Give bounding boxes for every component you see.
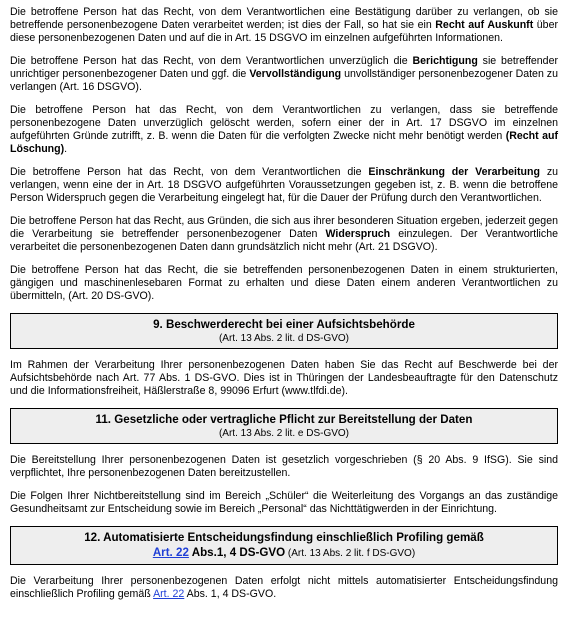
paragraph-data-portability bbox=[10, 264, 558, 303]
text: Die Folgen Ihrer Nichtbereitstellung sind im Bereich „Schüler“ die Weiterleitung des Vorgangs an das zuständige Gesundheitsamt zur Entscheidung sowie im Bereich „Personal“ das Nichttätigwerden in der Einrichtung. bbox=[10, 490, 558, 515]
text: Im Rahmen der Verarbeitung Ihrer personenbezogenen Daten haben Sie das Recht auf Beschwerde bei der Aufsichtsbehörde nach Art. 77 Abs. 1 DS-GVO. Dies ist in Thüringen der Landesbeauftragte für den Datenschutz und die Informationsfreiheit, Häßlerstraße 8, 99096 Erfurt (www.tlfdi.de). bbox=[10, 359, 558, 397]
art-22-link[interactable]: Art. 22 bbox=[152, 546, 189, 559]
section-9-heading-box bbox=[10, 313, 558, 349]
text: Die betroffene Person hat das Recht, von dem Verantwortlichen unverzüglich die bbox=[10, 55, 413, 67]
paragraph-consequences bbox=[10, 490, 558, 516]
section-11-title: 11. Gesetzliche oder vertragliche Pflicht zur Bereitstellung der Daten bbox=[95, 413, 473, 426]
section-12-subtitle: (Art. 13 Abs. 2 lit. f DS-GVO) bbox=[285, 548, 416, 559]
paragraph-right-of-access bbox=[10, 6, 558, 45]
text: Die betroffene Person hat das Recht, von dem Verantwortlichen zu verlangen, dass sie betreffende personenbezogene Daten unverzüglich gelöscht werden, sofern einer der in Art. 17 DSGVO im einzelnen aufgeführten Gründe zutrifft, z. B. wenn die Daten für die verfolgten Zwecke nicht mehr benötigt werden bbox=[10, 104, 558, 142]
paragraph-legal-obligation bbox=[10, 454, 558, 480]
paragraph-automated-decision bbox=[10, 575, 558, 601]
text: Die Bereitstellung Ihrer personenbezogenen Daten ist gesetzlich vorgeschrieben (§ 20 Abs. 9 IfSG). Sie sind verpflichtet, Ihre personenbezogenen Daten bereitzustellen. bbox=[10, 454, 558, 479]
paragraph-right-of-rectification bbox=[10, 55, 558, 94]
section-9-subtitle: (Art. 13 Abs. 2 lit. d DS-GVO) bbox=[218, 333, 350, 344]
text: Die betroffene Person hat das Recht, von dem Verantwortlichen die bbox=[10, 166, 369, 178]
bold-term: Recht auf Auskunft bbox=[435, 19, 534, 31]
text: zu verlangen, wenn eine der in Art. 18 DSGVO aufgeführten Voraussetzungen gegeben ist, z. B. wenn die betroffene Person Widerspruch gegen die Verarbeitung eingelegt hat, für die Dauer der Prüfung durch den Verantwortlichen. bbox=[10, 166, 559, 204]
bold-term: Berichtigung bbox=[412, 55, 478, 67]
paragraph-supervisory-authority bbox=[10, 359, 558, 398]
section-12-title-line2 bbox=[15, 545, 553, 561]
bold-term: (Recht auf Löschung) bbox=[10, 130, 558, 155]
art-22-link[interactable]: Art. 22 bbox=[153, 588, 185, 600]
text: unvollständiger personenbezogener Daten zu verlangen (Art. 16 DSGVO). bbox=[10, 68, 558, 93]
text: einzulegen. Der Verantwortliche verarbeitet die personenbezogenen Daten dann grundsätzlich nicht mehr (Art. 21 DSGVO). bbox=[10, 228, 558, 253]
section-9-title: 9. Beschwerderecht bei einer Aufsichtsbehörde bbox=[153, 318, 415, 331]
text: Abs.1, 4 DS-GVO bbox=[188, 546, 286, 559]
section-12-heading-box bbox=[10, 526, 558, 565]
text: Abs. 1, 4 DS-GVO. bbox=[184, 588, 277, 600]
section-12-title-line1: 12. Automatisierte Entscheidungsfindung einschließlich Profiling gemäß bbox=[84, 531, 484, 544]
document-page bbox=[10, 6, 558, 611]
paragraph-right-to-object bbox=[10, 215, 558, 254]
text: Die betroffene Person hat das Recht, die sie betreffenden personenbezogenen Daten in einem strukturierten, gängigen und maschinenlesebaren Format zu erhalten und diese Daten einem anderen Verantwortlichen zu übermitteln, (Art. 20 DS-GVO). bbox=[10, 264, 558, 302]
text: Die betroffene Person hat das Recht, aus Gründen, die sich aus ihrer besonderen Situation ergeben, jederzeit gegen die Verarbeitung sie betreffender personenbezogener Daten bbox=[10, 215, 558, 240]
text: über diese personenbezogenen Daten und auf die in Art. 15 DSGVO im einzelnen aufgeführten Informationen. bbox=[10, 19, 558, 44]
section-11-heading-box bbox=[10, 408, 558, 444]
text: sie betreffender unrichtiger personenbezogener Daten und ggf. die bbox=[10, 55, 558, 80]
bold-term: Vervollständigung bbox=[249, 68, 342, 80]
paragraph-right-to-erasure bbox=[10, 104, 558, 156]
bold-term: Widerspruch bbox=[325, 228, 391, 240]
paragraph-right-to-restriction bbox=[10, 166, 558, 205]
text: Die betroffene Person hat das Recht, von dem Verantwortlichen eine Bestätigung darüber zu verlangen, ob sie betreffende personenbezogene Daten verarbeitet werden; ist dies der Fall, so hat sie ein bbox=[10, 6, 558, 31]
text: Die Verarbeitung Ihrer personenbezogenen Daten erfolgt nicht mittels automatisierter Entscheidungsfindung einschließlich Profiling gemäß bbox=[10, 575, 558, 600]
bold-term: Einschränkung der Verarbeitung bbox=[368, 166, 540, 178]
section-11-subtitle: (Art. 13 Abs. 2 lit. e DS-GVO) bbox=[218, 428, 350, 439]
text: . bbox=[64, 143, 68, 155]
